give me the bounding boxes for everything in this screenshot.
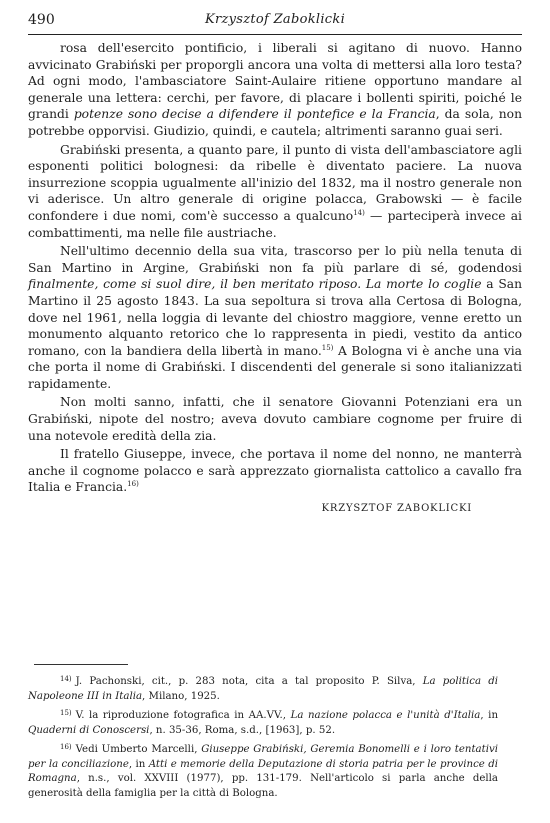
footnote-ref: 16) — [127, 480, 139, 489]
paragraph — [28, 446, 522, 496]
text-run: , in — [128, 758, 149, 770]
text-run: Non molti sanno, infatti, che il senatore Giovanni Potenziani era un Grabiński, nipote del nostro; aveva dovuto cambiare cognome per fruire di una notevole eredità della zia. — [28, 395, 522, 443]
italic-text: Quaderni di Conoscersi — [28, 724, 150, 736]
text-run: Il fratello Giuseppe, invece, che portava il nome del nonno, ne manterrà anche il cognome polacco e sarà apprezzato giornalista cattolico a cavallo fra Italia e Francia. — [28, 447, 522, 495]
footnote-number: 15) — [60, 709, 72, 717]
text-run: Grabiński presenta, a quanto pare, il punto di vista dell'ambasciatore agli esponenti politici bolognesi: da ribelle è diventato paciere. La nuova insurrezione scoppia ugualmente all'inizio del 1832, ma il nostro generale non vi aderisce. Un altro generale di origine polacca, Grabowski — è facile confondere i due nomi, com'è successo a qualcuno — [28, 142, 522, 223]
italic-text: Atti e memorie della Deputazione di storia patria per le province di Romagna — [28, 758, 498, 784]
footnote — [28, 743, 498, 801]
text-run: rosa dell'esercito pontificio, i liberali si agitano di nuovo. Hanno avvicinato Grabiński per proporgli ancora una volta di mettersi alla loro testa? Ad ogni modo, l'ambasciatore Saint-Aulaire ritiene opportuno mandare al generale una lettera: cerchi, per favore, di placare i bollenti spiriti, poiché le grandi — [28, 41, 522, 122]
footnote-number: 16) — [60, 743, 72, 751]
text-run: V. la riproduzione fotografica in AA.VV., — [75, 710, 291, 721]
text-run: , da sola, non potrebbe opporvisi. Giudizio, quindi, e cautela; altrimenti saranno guai seri. — [28, 107, 523, 138]
footnote-ref: 15) — [321, 343, 334, 352]
running-title: Krzysztof Zaboklicki — [204, 12, 346, 27]
italic-text: Giuseppe Grabiński, Geremia Bonomelli e i loro tentativi per la conciliazione — [28, 744, 498, 770]
text-run: , Milano, 1925. — [142, 690, 220, 702]
paragraph — [28, 142, 522, 242]
footnote — [28, 675, 498, 704]
italic-text: La nazione polacca e l'unità d'Italia — [290, 710, 481, 721]
text-run: , in — [480, 710, 499, 721]
paragraph — [28, 40, 522, 140]
author-signature: KRZYSZTOF ZABOKLICKI — [321, 503, 472, 514]
footnote-divider — [34, 664, 128, 665]
text-run: — parteciperà invece ai combattimenti, ma nelle file austriache. — [28, 208, 522, 240]
text-run: a San Martino il 25 agosto 1843. La sua sepoltura si trova alla Certosa di Bologna, dove nel 1961, nella loggia di levante del chiostro maggiore, venne eretto un monumento alquanto retorico che lo rappresenta in piedi, vestito da antico romano, con la bandiera della libertà in mano. — [28, 277, 522, 358]
footnote — [28, 709, 498, 738]
italic-text: finalmente, come si suol dire, il ben meritato riposo. La morte lo coglie — [28, 277, 482, 292]
text-run: J. Pachonski, cit., p. 283 nota, cita a tal proposito P. Silva, — [75, 676, 423, 687]
body-text — [28, 40, 522, 496]
paragraph — [28, 394, 522, 444]
running-header — [28, 10, 522, 35]
text-run: Vedi Umberto Marcelli, — [75, 744, 202, 755]
text-run: , n. 35-36, Roma, s.d., [1963], p. 52. — [149, 724, 336, 736]
footnote-number: 14) — [60, 675, 72, 683]
paragraph — [28, 243, 522, 392]
page-number: 490 — [28, 12, 55, 28]
text-run: , n.s., vol. XXVIII (1977), pp. 131-179. Nell'articolo si parla anche della generosità della famiglia per la città di Bologna. — [28, 773, 498, 799]
text-run: Nell'ultimo decennio della sua vita, trascorso per lo più nella tenuta di San Martino in Argine, Grabiński non fa più parlare di sé, godendosi — [28, 244, 522, 275]
italic-text: La politica di Napoleone III in Italia — [28, 676, 498, 702]
italic-text: potenze sono decise a difendere il pontefice e la Francia — [73, 107, 436, 122]
text-run: A Bologna vi è anche una via che porta il nome di Grabiński. I discendenti del generale si sono italianizzati rapidamente. — [28, 343, 522, 391]
footnote-ref: 14) — [353, 208, 365, 217]
footnotes — [28, 675, 498, 806]
